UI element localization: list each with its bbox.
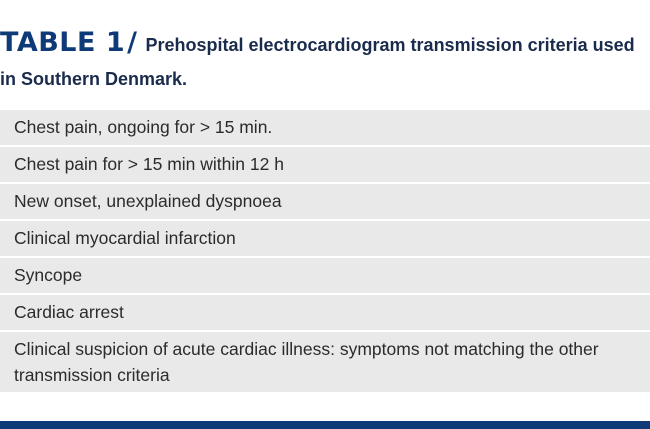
criterion-text: Clinical myocardial infarction — [14, 228, 236, 248]
criterion-text: Chest pain for > 15 min within 12 h — [14, 154, 284, 174]
criterion-text: Chest pain, ongoing for > 15 min. — [14, 117, 273, 137]
table-row — [0, 258, 650, 295]
criterion-text: Clinical suspicion of acute cardiac illness: symptoms not matching the other transmission criteria — [14, 339, 599, 385]
table-number: TABLE 1 — [0, 27, 126, 58]
table-row — [0, 221, 650, 258]
bottom-rule — [0, 421, 650, 429]
table-header — [0, 26, 640, 97]
table-row — [0, 295, 650, 332]
table-slash: / — [127, 27, 138, 58]
criteria-table — [0, 110, 650, 394]
table-caption: Prehospital electrocardiogram transmission criteria used in Southern Denmark. — [0, 35, 635, 89]
table-row — [0, 184, 650, 221]
table-row — [0, 110, 650, 147]
criterion-text: New onset, unexplained dyspnoea — [14, 191, 282, 211]
table-row — [0, 147, 650, 184]
criterion-text: Cardiac arrest — [14, 302, 124, 322]
table-row — [0, 332, 650, 394]
criterion-text: Syncope — [14, 265, 83, 285]
